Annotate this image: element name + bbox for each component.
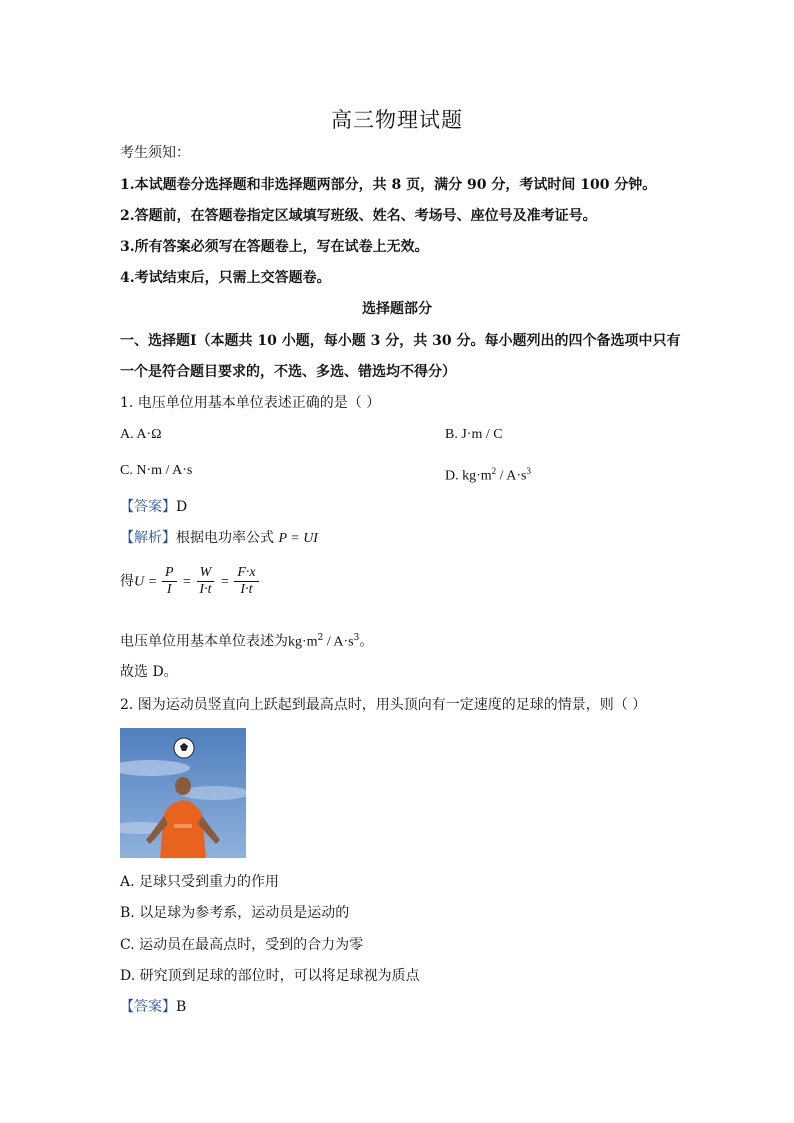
q1-option-c: C. N·m / A·s <box>120 463 193 478</box>
answer-value: D <box>176 499 188 515</box>
notice-item-2: 2.答题前，在答题卷指定区域填写班级、姓名、考场号、座位号及准考证号。 <box>120 208 597 224</box>
answer-value: B <box>176 999 187 1015</box>
notice-item-4: 4.考试结束后，只需上交答题卷。 <box>120 270 331 286</box>
notice-item-1: 1.本试题卷分选择题和非选择题两部分，共 8 页，满分 90 分，考试时间 100 分钟。 <box>120 177 657 193</box>
q1-choose: 故选 D。 <box>120 664 178 680</box>
fraction-w-over-it: $\frac{W}{I\cdot t}$ <box>196 565 214 598</box>
notice-item-3: 3.所有答案必须写在答题卷上，写在试卷上无效。 <box>120 239 429 255</box>
answer-tag: 【答案】 <box>120 999 176 1015</box>
question-1-stem: 1. 电压单位用基本单位表述正确的是（ ） <box>120 395 381 411</box>
q1-conclusion: 电压单位用基本单位表述为$kg\cdot m^2 / A\cdot s^3$。 <box>120 633 374 650</box>
q1-analysis <box>120 528 318 549</box>
conclusion-prefix: 电压单位用基本单位表述为 <box>120 633 288 650</box>
page-title: 高三物理试题 <box>331 108 463 132</box>
conclusion-unit2: / A·s <box>323 634 354 650</box>
derive-prefix: 得 <box>120 573 134 590</box>
notice-heading: 考生须知： <box>120 145 190 161</box>
conclusion-unit: kg·m <box>288 634 318 650</box>
q1-option-d-prefix: D. kg·m <box>445 468 492 484</box>
q1-option-d-mid: / A·s <box>496 468 527 484</box>
power-formula: P = UI <box>278 531 318 546</box>
answer-tag: 【答案】 <box>120 499 176 515</box>
section-title: 选择题部分 <box>362 301 432 317</box>
exponent-2: 2 <box>491 466 497 476</box>
symbol-u: U <box>134 574 145 590</box>
analysis-tag: 【解析】 <box>120 530 176 546</box>
q1-option-b: B. J·m / C <box>445 427 503 442</box>
q1-option-d <box>445 461 531 487</box>
analysis-text: 根据电功率公式 <box>176 530 274 546</box>
q1-option-a: A. A·Ω <box>120 427 162 442</box>
question-2-stem: 2. 图为运动员竖直向上跃起到最高点时，用头顶向有一定速度的足球的情景，则（ ） <box>120 697 647 713</box>
fraction-p-over-i: $\frac{P}{I}$ <box>162 565 177 598</box>
exponent-3: 3 <box>526 466 532 476</box>
q1-derivation: 得U = $\frac{P}{I}$ = $\frac{W}{I\cdot t}$ = $\frac{F\cdot x}{I\cdot t}$ <box>120 565 261 598</box>
fraction-fx-over-it: $\frac{F\cdot x}{I\cdot t}$ <box>234 565 258 598</box>
part-intro-line1: 一、选择题Ⅰ（本题共 10 小题，每小题 3 分，共 30 分。每小题列出的四个备选项中只有 <box>120 333 681 349</box>
part-intro-line2: 一个是符合题目要求的，不选、多选、错选均不得分） <box>120 364 456 380</box>
conclusion-suffix: 。 <box>359 633 374 650</box>
q2-option-d: D. 研究顶到足球的部位时，可以将足球视为质点 <box>120 968 420 984</box>
q2-option-a: A. 足球只受到重力的作用 <box>120 874 280 890</box>
soccer-player-photo <box>120 728 246 858</box>
q2-option-b: B. 以足球为参考系，运动员是运动的 <box>120 905 350 921</box>
q1-answer <box>120 497 187 517</box>
q2-option-c: C. 运动员在最高点时，受到的合力为零 <box>120 937 364 953</box>
q2-answer <box>120 997 186 1017</box>
